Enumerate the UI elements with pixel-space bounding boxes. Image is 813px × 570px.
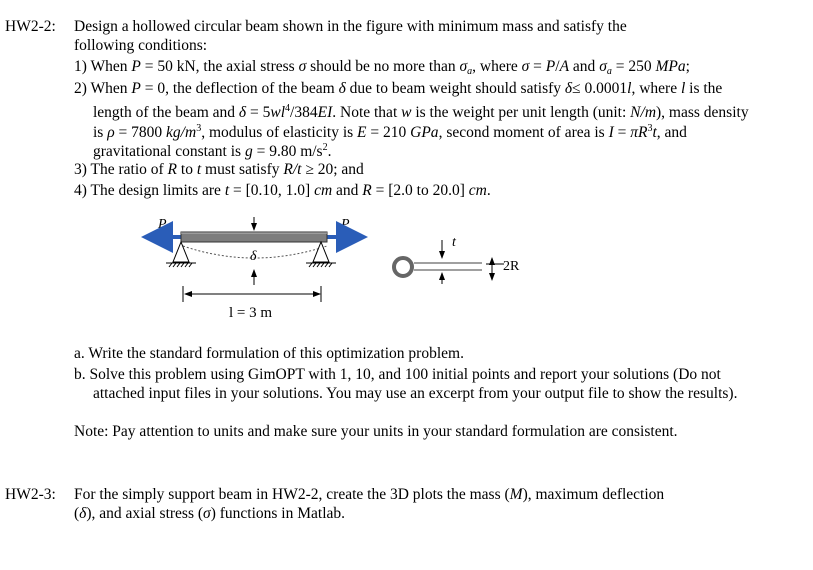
task-b-line1: b. Solve this problem using GimOPT with 1, 10, and 100 initial points and report your solutions (Do not [74,366,721,383]
hw23-line1: For the simply support beam in HW2-2, create the 3D plots the mass (M), maximum deflection [74,486,665,503]
r-label: 2R [503,259,520,274]
condition-4: 4) The design limits are t = [0.10, 1.0] cm and R = [2.0 to 20.0] cm. [74,182,491,199]
note: Note: Pay attention to units and make sure your units in your standard formulation are consistent. [74,423,678,440]
task-b-line2: attached input files in your solutions. You may use an excerpt from your output file to show the results). [93,385,738,402]
length-label: l = 3 m [229,305,273,321]
hw22-line2: following conditions: [74,37,208,54]
delta-label: δ [250,249,257,264]
hw23-line2: (δ), and axial stress (σ) functions in Matlab. [74,505,346,522]
support-right [306,242,336,267]
condition-2-line4: gravitational constant is g = 9.80 $m/s^2$. [93,142,332,160]
support-left [166,242,196,267]
t-label: t [452,235,456,250]
p-right-label: P [341,217,350,232]
p-left-label: P [158,217,167,232]
task-a: a. Write the standard formulation of this optimization problem. [74,345,464,362]
condition-3: 3) The ratio of R to t must satisfy R/t ≥ 20; and [74,161,364,178]
hw22-line1: Design a hollowed circular beam shown in the figure with minimum mass and satisfy the [74,18,627,35]
hw22-label: HW2-2: [5,18,56,35]
condition-2-line2: length of the beam and $\delta = 5wl^4/384EI$. Note that w is the weight per unit length (unit: N/m), mass density [93,103,749,121]
condition-2-line3: is ρ = 7800 $kg/m^3$, modulus of elasticity is E = 210 GPa, second moment of area is $I = \pi R^3t$, and [93,123,687,141]
hw23-label: HW2-3: [5,486,56,503]
cross-section-circle [394,258,412,276]
condition-1: 1) When P = 50 kN, the axial stress σ should be no more than $\sigma_a$, where σ = P/A and $\sigma_a = 250$ MPa; [74,58,690,77]
condition-2-line1: 2) When P = 0, the deflection of the beam δ due to beam weight should satisfy δ≤ 0.0001l, where l is the [74,80,723,97]
